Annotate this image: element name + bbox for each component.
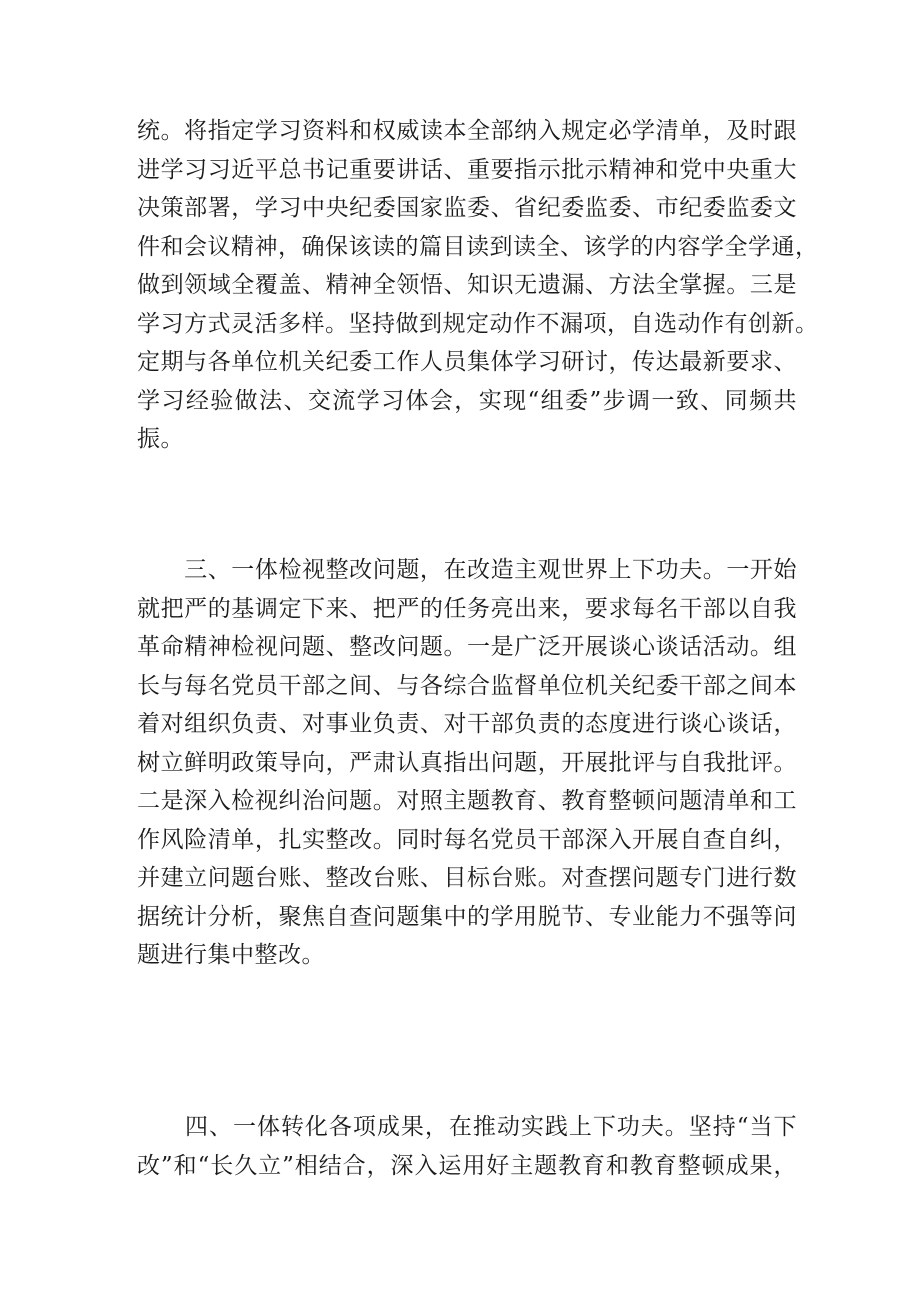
- text-line: 作风险清单，扎实整改。同时每名党员干部深入开展自查自纠，: [137, 826, 797, 853]
- text-line: 就把严的基调定下来、把严的任务亮出来，要求每名干部以自我: [137, 595, 797, 622]
- text-line: 振。: [137, 426, 184, 452]
- text-line: 做到领域全覆盖、精神全领悟、知识无遗漏、方法全掌握。三是: [137, 272, 797, 298]
- text-line: 据统计分析，聚焦自查问题集中的学用脱节、专业能力不强等问: [137, 903, 797, 930]
- text-line: 着对组织负责、对事业负责、对干部负责的态度进行谈心谈话，: [137, 711, 797, 737]
- text-line: 定期与各单位机关纪委工作人员集体学习研讨，传达最新要求、: [137, 349, 797, 375]
- text-line: 决策部署，学习中央纪委国家监委、省纪委监委、市纪委监委文: [137, 195, 797, 221]
- text-line: 四、一体转化各项成果，在推动实践上下功夫。坚持“当下: [137, 1114, 797, 1140]
- text-line: 题进行集中整改。: [137, 942, 325, 968]
- text-line: 树立鲜明政策导向，严肃认真指出问题，开展批评与自我批评。: [137, 749, 797, 776]
- text-line: 件和会议精神，确保该读的篇目读到读全、该学的内容学全学通，: [137, 233, 819, 260]
- text-line: 并建立问题台账、整改台账、目标台账。对查摆问题专门进行数: [137, 865, 797, 891]
- paragraph-2: [137, 551, 797, 975]
- text-line: 二是深入检视纠治问题。对照主题教育、教育整顿问题清单和工: [137, 788, 797, 814]
- text-line: 学习经验做法、交流学习体会，实现“组委”步调一致、同频共: [137, 387, 797, 414]
- text-line: 三、一体检视整改问题，在改造主观世界上下功夫。一开始: [137, 557, 797, 583]
- text-line: 学习方式灵活多样。坚持做到规定动作不漏项，自选动作有创新。: [137, 310, 819, 337]
- text-line: 进学习习近平总书记重要讲话、重要指示批示精神和党中央重大: [137, 156, 797, 183]
- text-line: 革命精神检视问题、整改问题。一是广泛开展谈心谈话活动。组: [137, 634, 797, 660]
- text-line: 统。将指定学习资料和权威读本全部纳入规定必学清单，及时跟: [137, 118, 797, 144]
- text-line: 长与每名党员干部之间、与各综合监督单位机关纪委干部之间本: [137, 672, 797, 699]
- paragraph-3: [137, 1108, 797, 1185]
- paragraph-1: [137, 112, 819, 459]
- text-line: 改”和“长久立”相结合，深入运用好主题教育和教育整顿成果，: [137, 1152, 797, 1179]
